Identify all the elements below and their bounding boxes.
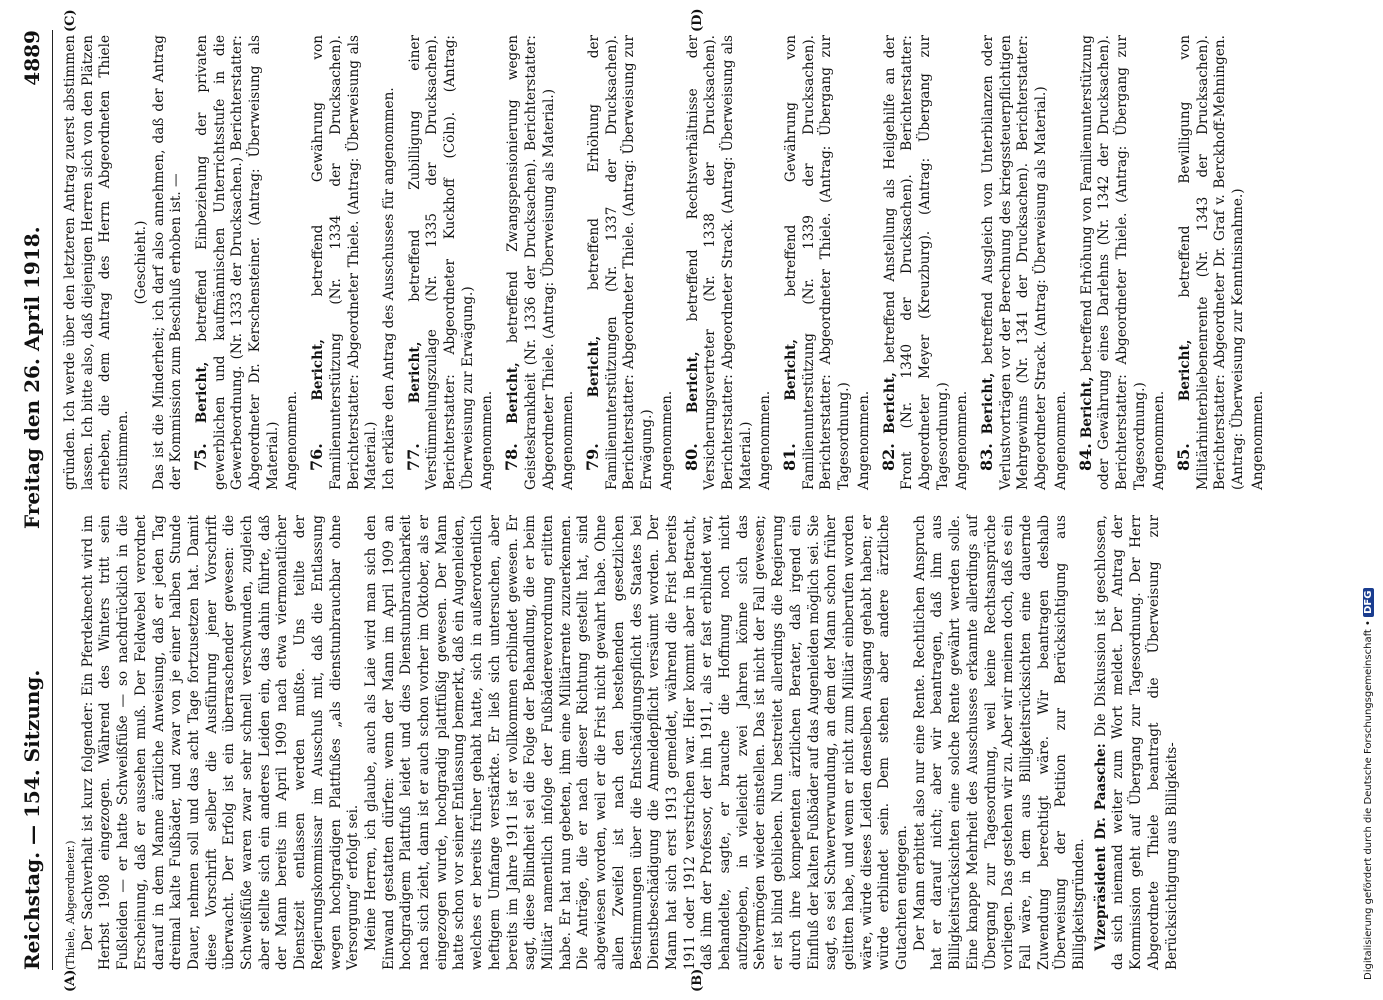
margin-mark-c: (C) (63, 9, 78, 32)
accepted-label: Angenommen. (658, 390, 675, 490)
report-word: Bericht, (193, 361, 210, 424)
intro-text: gründen. Ich werde über den letzteren Antrag zuerst abstimmen lassen. Ich bitte also, daß diejenigen Herren sich von den Plätzen erheben, die dem Antrag des Herrn Abgeordneten Thiele zustimmen. (62, 35, 132, 490)
speaker-tag: (Thiele, Abgeordneter.) (64, 840, 77, 970)
report-item (781, 35, 854, 490)
report-item (503, 35, 558, 490)
margin-mark-b: (B) (690, 968, 705, 992)
report-item (1077, 35, 1150, 490)
report-text: betreffend Einbeziehung der privaten gewerblichen und kaufmännischen Unterrichtsstufe in die Gewerbeordnung. (Nr. 1333 der Drucksachen.) Berichterstatter: Abgeordneter Dr. Kerschensteiner. (Antrag: Überweisung als Material.) (193, 35, 281, 490)
accepted-label: Angenommen. (1249, 390, 1266, 490)
report-item (978, 35, 1051, 490)
report-word: Bericht, (881, 372, 898, 434)
report-text: betreffend Rechtsverhältnisse der Versicherungsvertreter (Nr. 1338 der Drucksachen). Berichterstatter: Abgeordneter Strack. (Antrag: Überweisung als Material.) (684, 35, 754, 490)
report-number: 83. (977, 443, 997, 471)
accepted-label: Angenommen. (1052, 390, 1069, 490)
report-word: Bericht, (684, 351, 701, 414)
accepted-label: Angenommen. (284, 390, 301, 490)
report-text: betreffend Gewährung von Familienunterstützung (Nr. 1339 der Drucksachen). Berichterstatter: Abgeordneter Thiele. (Antrag: Übergang zur Tagesordnung.) (783, 34, 853, 490)
report-text: betreffend Gewährung von Familienunterstützung (Nr. 1334 der Drucksachen). Berichterstatter: Abgeordneter Thiele. (Antrag: Überweisung als Material.) (310, 34, 380, 490)
vice-president-statement (1093, 515, 1182, 970)
report-item (1175, 35, 1248, 490)
report-word: Bericht, (783, 339, 800, 401)
report-number: 84. (1075, 443, 1095, 471)
report-number: 75. (190, 443, 210, 471)
report-word: Bericht, (310, 339, 327, 401)
report-text: betreffend Erhöhung der Familienunterstützungen (Nr. 1337 der Drucksachen). Berichterstatter: Abgeordneter Thiele. (Antrag: Überweisung zur Erwägung.) (585, 35, 656, 490)
dfg-logo: DFG (1363, 588, 1374, 617)
accepted-label: Angenommen. (855, 390, 872, 490)
report-word: Bericht, (1177, 339, 1194, 402)
report-text: betreffend Bewilligung von Militärhinterbliebenenrente (Nr. 1343 der Drucksachen). Berichterstatter: Abgeordneter Dr. Graf v. Berckhoff-Mehningen. (Antrag: Überweisung zur Kenntnisnahme.) (1177, 35, 1247, 490)
header-left: Reichstag. — 154. Sitzung. (20, 669, 44, 970)
accepted-label: Angenommen. (757, 390, 774, 490)
margin-mark-a: (A) (63, 969, 78, 992)
report-word: Bericht, (406, 341, 423, 404)
report-word: Bericht, (980, 372, 997, 435)
report-text: betreffend Erhöhung von Familienunterstützung oder Gewährung eines Darlehns (Nr. 1342 der Drucksachen). Berichterstatter: Abgeordneter Thiele. (Antrag: Übergang zur Tagesordnung.) (1078, 35, 1148, 490)
accepted-label: Angenommen. (1151, 390, 1168, 490)
accepted-label: Angenommen. (954, 390, 971, 490)
page-header (12, 30, 53, 970)
paragraph: Der Sachverhalt ist kurz folgender: Ein Pferdeknecht wird im Herbst 1908 eingezogen. Während des Winters tritt sein Fußleiden — er hatte Schweißfüße — so nachdrücklich in die Erscheinung, daß er aussehen muß. Der Feldwebel verordnet darauf in dem Manne ärztliche Anweisung, daß er jeden Tag dreimal kalte Fußbäder, und zwar von je einer halben Stunde Dauer, nehmen soll und das acht Tage fortzusetzen hat. Damit diese Vorschrift selber die Ausführung jener Vorschrift überwacht. Der Erfolg ist ein überraschender gewesen: die Schweißfüße waren zwar sehr schnell verschwunden, zugleich aber stellte sich ein anderes Leiden ein, das dahin führte, daß der Mann bereits im April 1909 nach etwa viermonatlicher Dienstzeit entlassen werden mußte. Uns teilte der Regierungskommissar im Ausschuß mit, daß die Entlassung wegen hochgradigen Plattfußes „als dienstunbrauchbar ohne Versorgung“ erfolgt sei. (79, 515, 362, 970)
report-item (308, 35, 381, 490)
left-column (62, 515, 1181, 970)
report-text: betreffend Ausgleich von Unterbilanzen oder Verlustvorträgen vor der Berechnung des kriegssteuerpflichtigen Mehrgewinns (Nr. 1341 der Drucksachen). Berichterstatter: Abgeordneter Strack. (Antrag: Überweisung als Material.) (980, 34, 1050, 490)
report-number: 81. (780, 443, 800, 471)
report-number: 85. (1174, 443, 1194, 471)
right-column (62, 35, 1268, 490)
header-date: Freitag den 26. April 1918. (20, 226, 44, 529)
margin-mark-d: (D) (690, 8, 705, 32)
stage-direction: (Geschieht.) (132, 220, 149, 305)
report-word: Bericht, (585, 335, 602, 398)
report-text: betreffend Zubilligung einer Verstümmelungszulage (Nr. 1335 der Drucksachen). Berichterstatter: Abgeordneter Kuckhoff (Cöln). (Antrag: Überweisung zur Erwägung.) (406, 35, 476, 490)
report-number: 82. (878, 443, 898, 471)
report-word: Bericht, (505, 362, 522, 424)
report-text: betreffend Zwangspensionierung wegen Geisteskrankheit (Nr. 1336 der Drucksachen). Berichterstatter: Abgeordneter Thiele. (Antrag: Überweisung als Material.) (505, 34, 557, 490)
speaker-name: Vizepräsident Dr. Paasche: (1092, 743, 1109, 951)
report-number: 76. (307, 443, 327, 471)
report-item (405, 35, 478, 490)
report-item (192, 35, 283, 490)
report-number: 80. (681, 443, 701, 471)
declaration: Ich erkläre den Antrag des Ausschusses für angenommen. (380, 87, 397, 490)
page-number: 4889 (20, 30, 44, 86)
report-text: betreffend Anstellung als Heilgehilfe an der Front (Nr. 1340 der Drucksachen). Berichterstatter: Abgeordneter Meyer (Kreuzburg). (Antrag: Übergang zur Tagesordnung.) (881, 35, 951, 490)
report-item (584, 35, 657, 490)
credit-text: Digitalisierung gefördert durch die Deutsche Forschungsgemeinschaft • (1363, 620, 1374, 980)
report-number: 78. (502, 443, 522, 471)
report-number: 79. (582, 443, 602, 471)
accepted-label: Angenommen. (479, 390, 496, 490)
report-item (880, 35, 953, 490)
report-item (683, 35, 756, 490)
minority-statement: Das ist die Minderheit; ich darf also annehmen, daß der Antrag der Kommission zum Beschluß erhoben ist. — (150, 35, 185, 490)
report-word: Bericht, (1078, 376, 1095, 439)
digitization-credit (1363, 0, 1374, 980)
statement-text: Die Diskussion ist geschlossen, da sich niemand weiter zum Wort meldet. Der Antrag der Kommission geht auf Übergang zur Tagesordnung. Der Herr Abgeordnete Thiele beantragt die Überweisung zur Berücksichtigung aus Billigkeits- (1092, 515, 1180, 970)
report-number: 77. (403, 443, 423, 471)
accepted-label: Angenommen. (560, 390, 577, 490)
paragraph: Der Mann erbittet also nur eine Rente. Rechtlichen Anspruch hat er darauf nicht; aber wir beantragen, daß ihm aus Billigkeitsrücksichten eine solche Rente gewährt werden solle. Eine knappe Mehrheit des Ausschusses erkannte allerdings auf Übergang zur Tagesordnung, weil keine Rechtsansprüche vorliegen. Das gestehen wir zu. Aber wir meinen doch, daß es ein Fall wäre, in dem aus Billigkeitsrücksichten eine dauernde Zuwendung berechtigt wäre. Wir beantragen deshalb Überweisung der Petition zur Berücksichtigung aus Billigkeitsgründen. (911, 515, 1088, 970)
paragraph: Meine Herren, ich glaube, auch als Laie wird man sich den Einwand gestatten dürfen: wenn der Mann im April 1909 an hochgradigem Plattfuß leidet und dies Dienstunbrauchbarkeit nach sich zieht, dann ist er auch schon vorher im Oktober, als er eingezogen wurde, hochgradig plattfüßig gewesen. Der Mann hatte schon vor seiner Entlassung bemerkt, daß ein Augenleiden, welches er bereits früher gehabt hatte, sich in außerordentlich heftigem Umfange verstärkte. Er ließ sich untersuchen, aber bereits im Jahre 1911 ist er vollkommen erblindet gewesen. Er sagt, diese Blindheit sei die Folge der Behandlung, die er beim Militär namentlich infolge der Fußbädereverordnung erlitten habe. Er hat nun gebeten, ihm eine Militärrente zuzuerkennen. Die Anträge, die er nach dieser Richtung gestellt hat, sind abgewiesen worden, weil er die Frist nicht gewahrt habe. Ohne allen Zweifel ist nach den bestehenden gesetzlichen Bestimmungen über die Entschädigungspflicht des Staates bei Dienstbeschädigung die Anmeldepflicht versäumt worden. Der Mann hat sich erst 1913 gemeldet, während die Frist bereits 1911 oder 1912 verstrichen war. Hier kommt aber in Betracht, daß ihm der Professor, der ihn 1911, als er fast erblindet war, behandelte, sagte, er brauche die Hoffnung noch nicht aufzugeben, in vielleicht zwei Jahren könne sich das Sehvermögen wieder einstellen. Das ist nicht der Fall gewesen; er ist blind geblieben. Nun bestreitet allerdings die Regierung durch ihre kompetenten ärztlichen Berater, daß irgend ein Einfluß der kalten Fußbäder auf das Augenleiden möglich sei. Sie sagt, es sei Schwerverwundung, an dem der Mann schon früher gelitten habe, und wenn er nicht zum Militär einberufen worden wäre, würde dieses Leiden denselben Ausgang gehabt haben; er würde erblindet sein. Dem stehen aber andere ärztliche Gutachten entgegen. (362, 515, 911, 970)
